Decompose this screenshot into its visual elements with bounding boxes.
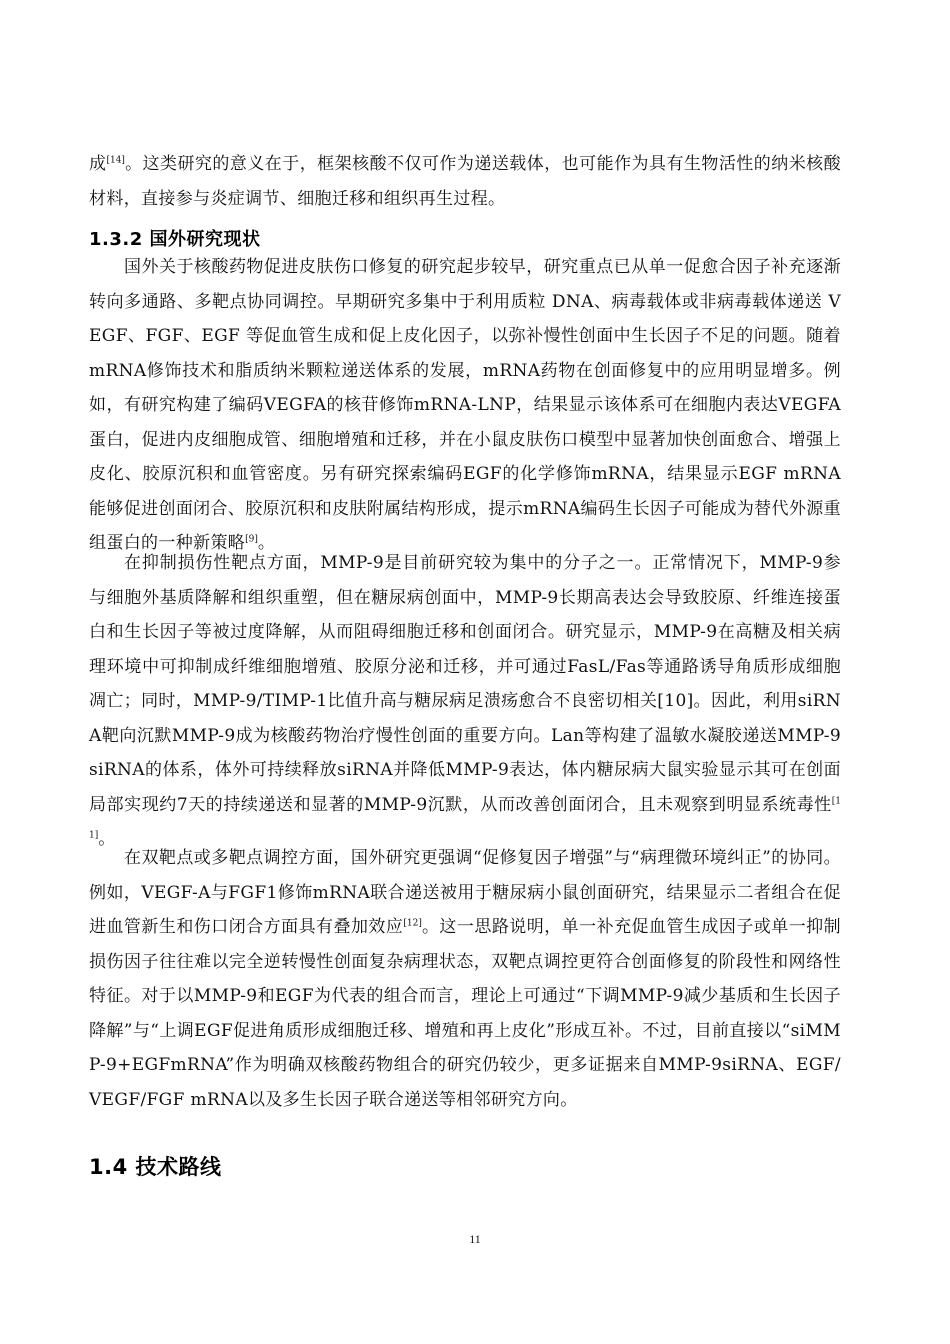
paragraph-continuation (89, 147, 841, 216)
citation-ref: [14] (106, 155, 125, 166)
paragraph-text: 。这类研究的意义在于，框架核酸不仅可作为递送载体，也可能作为具有生物活性的纳米核酸材料，直接参与炎症调节、细胞迁移和组织再生过程。 (89, 154, 841, 209)
paragraph-mmp9 (89, 546, 841, 857)
paragraph-foreign-research (89, 250, 841, 561)
citation-ref: [12] (403, 918, 422, 929)
paragraph-text: 在双靶点或多靶点调控方面，国外研究更强调“促修复因子增强”与“病理微环境纠正”的协同。例如，VEGF-A与FGF1修饰mRNA联合递送被用于糖尿病小鼠创面研究，结果显示二者组合在促进血管新生和伤口闭合方面具有叠加效应 (89, 848, 841, 937)
page-number: 11 (469, 1232, 481, 1246)
section-heading-1-3-2: 1.3.2 国外研究现状 (89, 229, 261, 250)
paragraph-text: 国外关于核酸药物促进皮肤伤口修复的研究起步较早，研究重点已从单一促愈合因子补充逐渐转向多通路、多靶点协同调控。早期研究多集中于利用质粒 DNA、病毒载体或非病毒载体递送 VEGF、FGF、EGF 等促血管生成和促上皮化因子，以弥补慢性创面中生长因子不足的问题。随着mRNA修饰技术和脂质纳米颗粒递送体系的发展，mRNA药物在创面修复中的应用明显增多。例如，有研究构建了编码VEGFA的核苷修饰mRNA-LNP，结果显示该体系可在细胞内表达VEGFA蛋白，促进内皮细胞成管、细胞增殖和迁移，并在小鼠皮肤伤口模型中显著加快创面愈合、增强上皮化、胶原沉积和血管密度。另有研究探索编码EGF的化学修饰mRNA，结果显示EGF mRNA能够促进创面闭合、胶原沉积和皮肤附属结构形成，提示mRNA编码生长因子可能成为替代外源重组蛋白的一种新策略 (89, 257, 841, 553)
citation-ref: [9] (245, 534, 258, 545)
paragraph-text: 。 (257, 533, 276, 553)
citation-ref: [11] (89, 795, 841, 841)
paragraph-text: 成 (89, 154, 107, 174)
paragraph-text: 。这一思路说明，单一补充促血管生成因子或单一抑制损伤因子往往难以完全逆转慢性创面复杂病理状态，双靶点调控更符合创面修复的阶段性和网络性特征。对于以MMP-9和EGF为代表的组合而言，理论上可通过“下调MMP-9减少基质和生长因子降解”与“上调EGF促进角质形成细胞迁移、增殖和再上皮化”形成互补。不过，目前直接以“siMMP-9+EGFmRNA”作为明确双核酸药物组合的研究仍较少，更多证据来自MMP-9siRNA、EGF/VEGF/FGF mRNA以及多生长因子联合递送等相邻研究方向。 (89, 917, 841, 1110)
paragraph-text: 在抑制损伤性靶点方面，MMP-9是目前研究较为集中的分子之一。正常情况下，MMP-9参与细胞外基质降解和组织重塑，但在糖尿病创面中，MMP-9长期高表达会导致胶原、纤维连接蛋白和生长因子等被过度降解，从而阻碍细胞迁移和创面闭合。研究显示，MMP-9在高糖及相关病理环境中可抑制成纤维细胞增殖、胶原分泌和迁移，并可通过FasL/Fas等通路诱导角质形成细胞凋亡；同时，MMP-9/TIMP-1比值升高与糖尿病足溃疡愈合不良密切相关[10]。因此，利用siRNA靶向沉默MMP-9成为核酸药物治疗慢性创面的重要方向。Lan等构建了温敏水凝胶递送MMP-9siRNA的体系，体外可持续释放siRNA并降低MMP-9表达，体内糖尿病大鼠实验显示其可在创面局部实现约7天的持续递送和显著的MMP-9沉默，从而改善创面闭合，且未观察到明显系统毒性 (89, 553, 841, 815)
section-heading-1-4: 1.4 技术路线 (89, 1155, 222, 1179)
paragraph-dual-target (89, 841, 841, 1117)
paragraph-text: 。 (98, 829, 116, 849)
